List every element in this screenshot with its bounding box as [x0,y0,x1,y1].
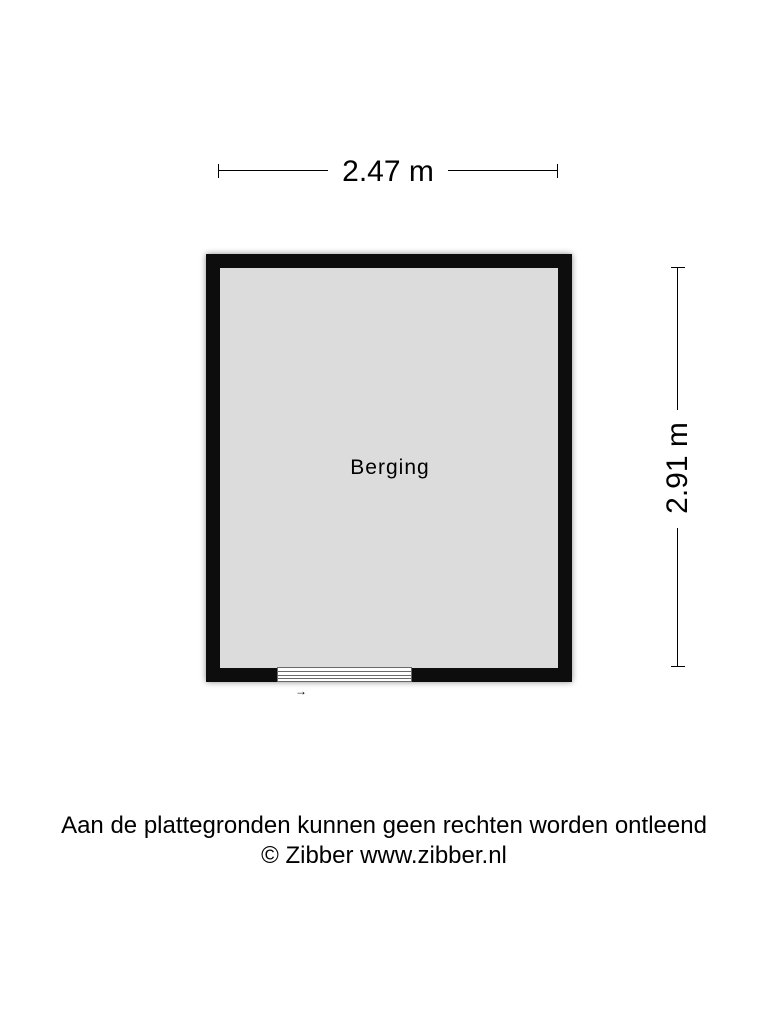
depth-dimension-tick-top [671,267,685,268]
depth-dimension-line-bottom [677,528,678,667]
door-jamb-right [411,667,412,682]
width-dimension-line-right [448,170,558,171]
width-dimension-tick-left [218,164,219,178]
door-rail-lower [277,678,412,679]
width-dimension-label: 2.47 m [342,155,434,188]
room-label: Berging [350,456,430,479]
door-direction-arrow-icon: → [295,684,307,698]
depth-dimension-label: 2.91 m [661,422,694,514]
width-dimension-line-left [218,170,328,171]
depth-dimension-tick-bottom [671,666,685,667]
width-dimension-tick-right [557,164,558,178]
depth-dimension-line-top [677,267,678,410]
copyright-text: © Zibber www.zibber.nl [261,842,507,869]
door-rail-middle [277,675,412,676]
disclaimer-text: Aan de plattegronden kunnen geen rechten worden ontleend [61,812,707,839]
door-rail-bottom [277,681,412,682]
door-rail-top [277,667,412,668]
door-jamb-left [277,667,278,682]
door-rail-upper [277,671,412,672]
